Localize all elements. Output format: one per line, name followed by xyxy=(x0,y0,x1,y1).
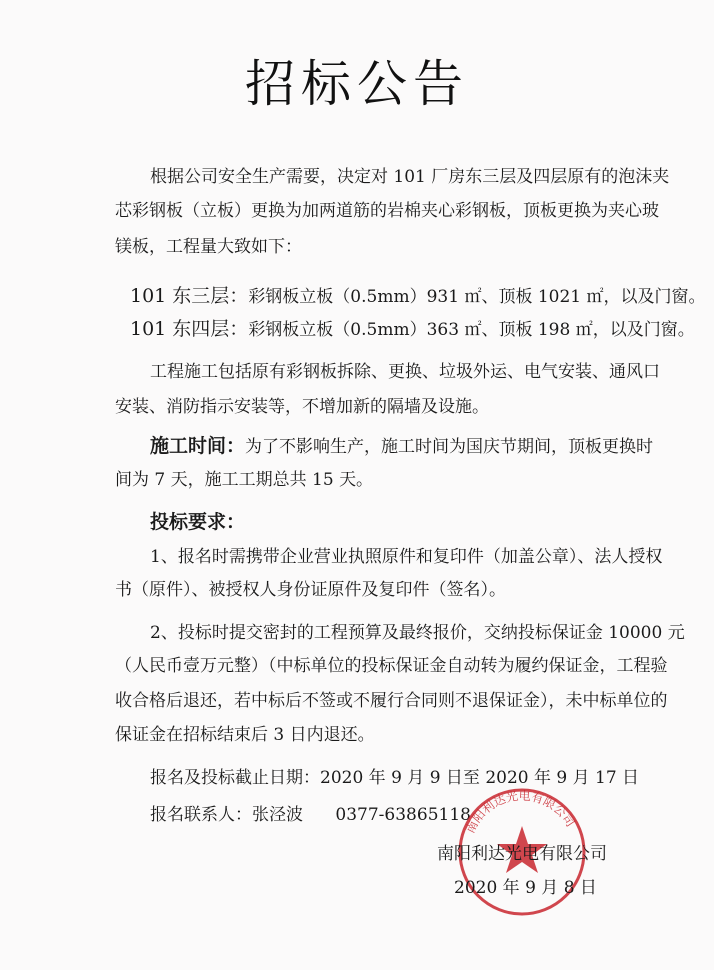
req-line-4: （人民币壹万元整）（中标单位的投标保证金自动转为履约保证金，工程验 xyxy=(115,656,668,676)
requirements-heading: 投标要求： xyxy=(150,511,246,533)
intro-line-2: 芯彩钢板（立板）更换为加两道筋的岩棉夹心彩钢板，顶板更换为夹心玻 xyxy=(115,201,659,221)
req-line-3: 2、投标时提交密封的工程预算及最终报价，交纳投标保证金 10000 元 xyxy=(150,623,685,643)
scope-line-1: 工程施工包括原有彩钢板拆除、更换、垃圾外运、电气安装、通风口 xyxy=(150,362,660,382)
floor-4-label: 101 东四层： xyxy=(130,318,249,340)
req-line-1: 1、报名时需携带企业营业执照原件和复印件（加盖公章）、法人授权 xyxy=(150,547,663,567)
scope-line-2: 安装、消防指示安装等，不增加新的隔墙及设施。 xyxy=(115,397,489,417)
contact: 报名联系人：张泾波 0377-63865118 xyxy=(150,805,471,825)
floor-4-text: 彩钢板立板（0.5mm）363 ㎡、顶板 198 ㎡，以及门窗。 xyxy=(248,320,695,340)
req-line-2: 书（原件）、被授权人身份证原件及复印件（签名）。 xyxy=(115,580,506,600)
schedule-line-1 xyxy=(150,435,653,458)
company-name: 南阳利达光电有限公司 xyxy=(437,844,607,864)
req-line-6: 保证金在招标结束后 3 日内退还。 xyxy=(115,725,375,745)
schedule-line-2: 间为 7 天，施工工期总共 15 天。 xyxy=(115,470,374,490)
intro-line-3: 镁板，工程量大致如下： xyxy=(115,237,302,257)
floor-3-text: 彩钢板立板（0.5mm）931 ㎡、顶板 1021 ㎡，以及门窗。 xyxy=(248,287,706,307)
issue-date: 2020 年 9 月 8 日 xyxy=(454,878,597,898)
page-title: 招标公告 xyxy=(245,55,469,113)
floor-4 xyxy=(130,318,695,341)
floor-3 xyxy=(130,285,706,308)
schedule-label: 施工时间： xyxy=(150,435,246,457)
deadline: 报名及投标截止日期：2020 年 9 月 9 日至 2020 年 9 月 17 日 xyxy=(150,768,640,788)
floor-3-label: 101 东三层： xyxy=(130,285,249,307)
req-line-5: 收合格后退还，若中标后不签或不履行合同则不退保证金），未中标单位的 xyxy=(115,691,668,711)
svg-text:南阳利达光电有限公司: 南阳利达光电有限公司 xyxy=(462,788,578,836)
intro-line-1: 根据公司安全生产需要，决定对 101 厂房东三层及四层原有的泡沫夹 xyxy=(150,167,670,187)
schedule-text: 为了不影响生产，施工时间为国庆节期间，顶板更换时 xyxy=(245,437,654,457)
